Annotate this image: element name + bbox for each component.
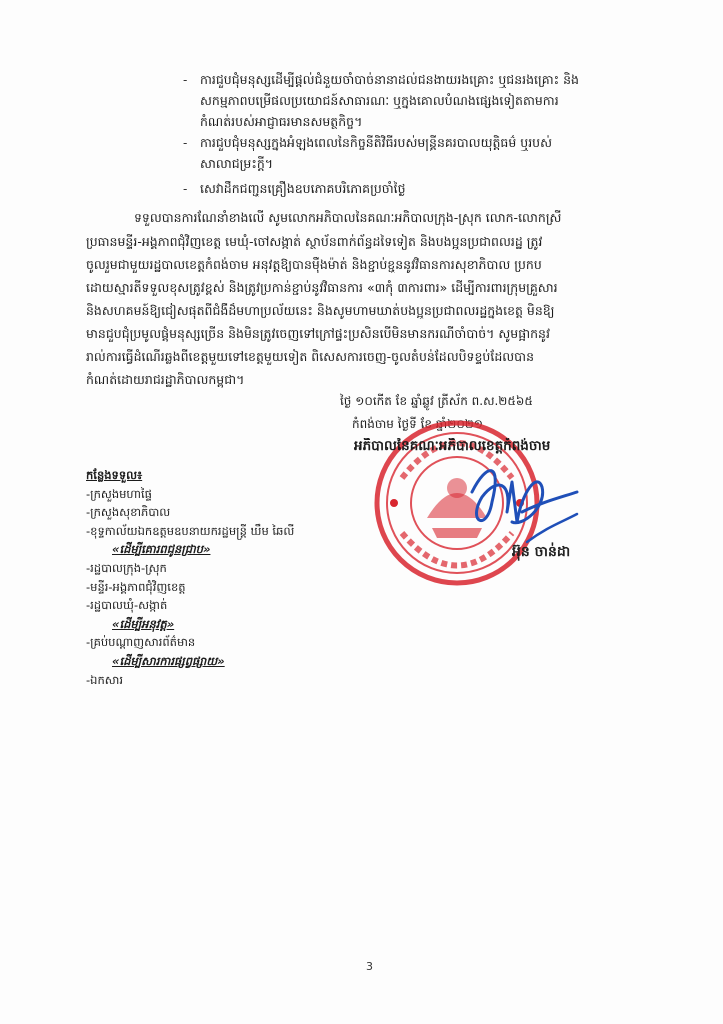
body-line: សាលាជម្រះក្ដី។ [200, 156, 273, 171]
recipient-purpose: «ដើម្បីសារការផ្សព្វផ្សាយ» [112, 653, 225, 668]
recipient-item: -រដ្ឋបាលក្រុង-ស្រុក [86, 560, 167, 575]
signatory-name: អ៊ុន ចាន់ដា [512, 544, 571, 560]
bullet-dash: - [183, 73, 188, 87]
body-line: និងសហគមន៍ឱ្យជៀសផុតពីជំងឺដ៏មហាប្រល័យនេះ និងសូមហាមឃាត់បងប្អូនប្រជាពលរដ្ឋក្នុងខេត្ត មិនឱ្យ [86, 303, 555, 318]
body-line: ទទួលបានការណែនាំខាងលើ សូមលោកអភិបាលនៃគណៈអភិបាលក្រុង-ស្រុក លោក-លោកស្រី [134, 210, 562, 225]
recipient-item: -គ្រប់បណ្ដាញសារព័ត៌មាន [86, 635, 196, 650]
solar-date-line: កំពង់ចាម ថ្ងៃទី ខែ ឆ្នាំ២០២១ [352, 417, 483, 431]
body-line: ដោយស្មារតីទទួលខុសត្រូវខ្ពស់ និងត្រូវប្រកាន់ខ្ជាប់នូវវិធានការ «៣កុំ ៣ការពារ» ដើម្បីការពារក្រុមគ្រួសារ [86, 280, 558, 295]
body-line: កំណត់របស់អាជ្ញាធរមានសមត្ថកិច្ច។ [200, 114, 363, 129]
body-line: ប្រធានមន្ទីរ-អង្គភាពជុំវិញខេត្ត មេឃុំ-ចៅសង្កាត់ ស្ថាប័នពាក់ព័ន្ធដទៃទៀត និងបងប្អូនប្រជាពលរដ្ឋ ត្រូវ [86, 234, 543, 249]
bullet-dash: - [183, 136, 188, 150]
body-line: ចូលរួមជាមួយរដ្ឋបាលខេត្តកំពង់ចាម អនុវត្តឱ្យបានម៉ឺងម៉ាត់ និងខ្ជាប់ខ្ជួននូវវិធានការសុខាភិបាល ប្រកប [86, 257, 542, 272]
body-line: ការជួបជុំមនុស្សដើម្បីផ្ដល់ជំនួយចាំបាច់នានាដល់ជនងាយរងគ្រោះ ឬជនរងគ្រោះ និង [200, 72, 579, 87]
body-line: សកម្មភាពបម្រើផលប្រយោជន៍សាធារណៈ ឬក្នុងគោលបំណងផ្សេងទៀតតាមការ [200, 93, 559, 108]
lunar-date-line: ថ្ងៃ ១០កើត ខែ ឆ្នាំឆ្លូវ ត្រីស័ក ព.ស.២៥៦៥ [340, 394, 533, 408]
body-line: សេវាដឹកជញ្ជូនគ្រឿងឧបភោគបរិភោគប្រចាំថ្ងៃ [200, 181, 406, 196]
signatory-title: អភិបាលនៃគណៈអភិបាលខេត្តកំពង់ចាម [354, 438, 551, 454]
handwritten-signature-icon [452, 452, 582, 552]
body-line: រាល់ការធ្វើដំណើរឆ្លងពីខេត្តមួយទៅខេត្តមួយទៀត ពិសេសការចេញ-ចូលតំបន់ដែលបិទខ្ទប់ដែលបាន [86, 349, 534, 364]
recipients-heading: កន្លែងទទួល៖ [86, 468, 143, 482]
recipient-item: -ឯកសារ [86, 672, 123, 687]
recipient-purpose: «ដើម្បីអនុវត្ត» [112, 616, 175, 631]
recipient-purpose: «ដើម្បីគោរពជូនជ្រាប» [112, 542, 211, 557]
page-number: 3 [366, 960, 373, 973]
recipient-item: -ក្រសួងមហាផ្ទៃ [86, 486, 152, 501]
recipient-item: -រដ្ឋបាលឃុំ-សង្កាត់ [86, 598, 168, 613]
recipients-list [86, 466, 294, 689]
bullet-dash: - [183, 182, 188, 196]
body-line: មានជួបជុំប្រមូលផ្ដុំមនុស្សច្រើន និងមិនត្រូវចេញទៅក្រៅផ្ទះប្រសិនបើមិនមានករណីចាំបាច់។ សូមផ្អាកនូវ [86, 326, 550, 341]
recipient-item: -មន្ទីរ-អង្គភាពជុំវិញខេត្ត [86, 579, 186, 594]
body-line: កំណត់ដោយរាជរដ្ឋាភិបាលកម្ពុជា។ [86, 372, 245, 387]
recipient-item: -ក្រសួងសុខាភិបាល [86, 505, 171, 520]
body-line: ការជួបជុំមនុស្សក្នុងអំឡុងពេលនៃកិច្ចនីតិវិធីរបស់មន្ត្រីនគរបាលយុត្តិធម៌ ឬរបស់ [200, 135, 552, 150]
recipient-item: -ខុទ្ទកាល័យឯកឧត្ដមឧបនាយករដ្ឋមន្ត្រី ឃឹម ឆៃលី [86, 523, 295, 538]
